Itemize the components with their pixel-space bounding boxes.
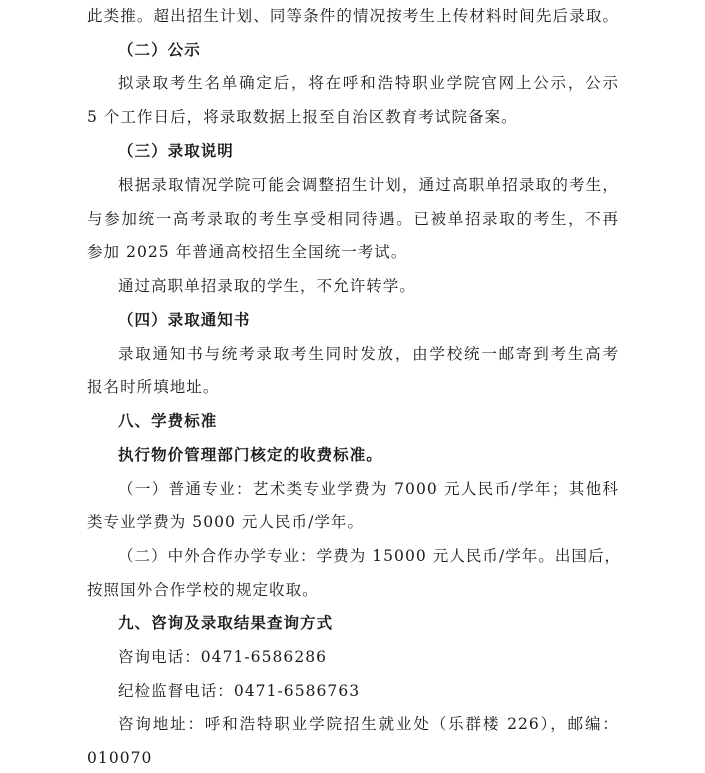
paragraph-line: 根据录取情况学院可能会调整招生计划，通过高职单招录取的考生， xyxy=(118,176,619,194)
contact-address: 咨询地址：呼和浩特职业学院招生就业处（乐群楼 226），邮编： xyxy=(118,715,619,733)
chapter-heading-xuefei: 八、学费标准 xyxy=(118,411,218,430)
paragraph-line: 5 个工作日后，将录取数据上报至自治区教育考试院备案。 xyxy=(87,108,518,126)
paragraph-line: （一）普通专业：艺术类专业学费为 7000 元人民币/学年；其他科 xyxy=(118,480,619,498)
contact-postcode: 010070 xyxy=(87,749,153,767)
paragraph-line: 录取通知书与统考录取考生同时发放，由学校统一邮寄到考生高考 xyxy=(118,345,619,363)
paragraph-line: 与参加统一高考录取的考生享受相同待遇。已被单招录取的考生，不再 xyxy=(87,210,619,228)
paragraph-line: 报名时所填地址。 xyxy=(87,378,220,396)
chapter-heading-zixun: 九、咨询及录取结果查询方式 xyxy=(118,613,334,632)
paragraph-line: 拟录取考生名单确定后，将在呼和浩特职业学院官网上公示，公示 xyxy=(118,74,619,92)
section-heading-luqu-shuoming: （三）录取说明 xyxy=(118,141,234,160)
paragraph-line: 此类推。超出招生计划、同等条件的情况按考生上传材料时间先后录取。 xyxy=(87,7,619,25)
paragraph-line: 通过高职单招录取的学生，不允许转学。 xyxy=(118,277,416,295)
section-heading-tongzhishu: （四）录取通知书 xyxy=(118,310,251,329)
paragraph-lead-bold: 执行物价管理部门核定的收费标准。 xyxy=(118,445,383,464)
paragraph-line: 参加 2025 年普通高校招生全国统一考试。 xyxy=(87,243,408,261)
section-heading-gongshi: （二）公示 xyxy=(118,40,201,59)
paragraph-line: 类专业学费为 5000 元人民币/学年。 xyxy=(87,513,365,531)
paragraph-line: 按照国外合作学校的规定收取。 xyxy=(87,581,319,599)
contact-phone: 咨询电话：0471-6586286 xyxy=(118,648,328,666)
contact-discipline-phone: 纪检监督电话：0471-6586763 xyxy=(118,682,361,700)
paragraph-line: （二）中外合作办学专业：学费为 15000 元人民币/学年。出国后， xyxy=(118,547,622,565)
